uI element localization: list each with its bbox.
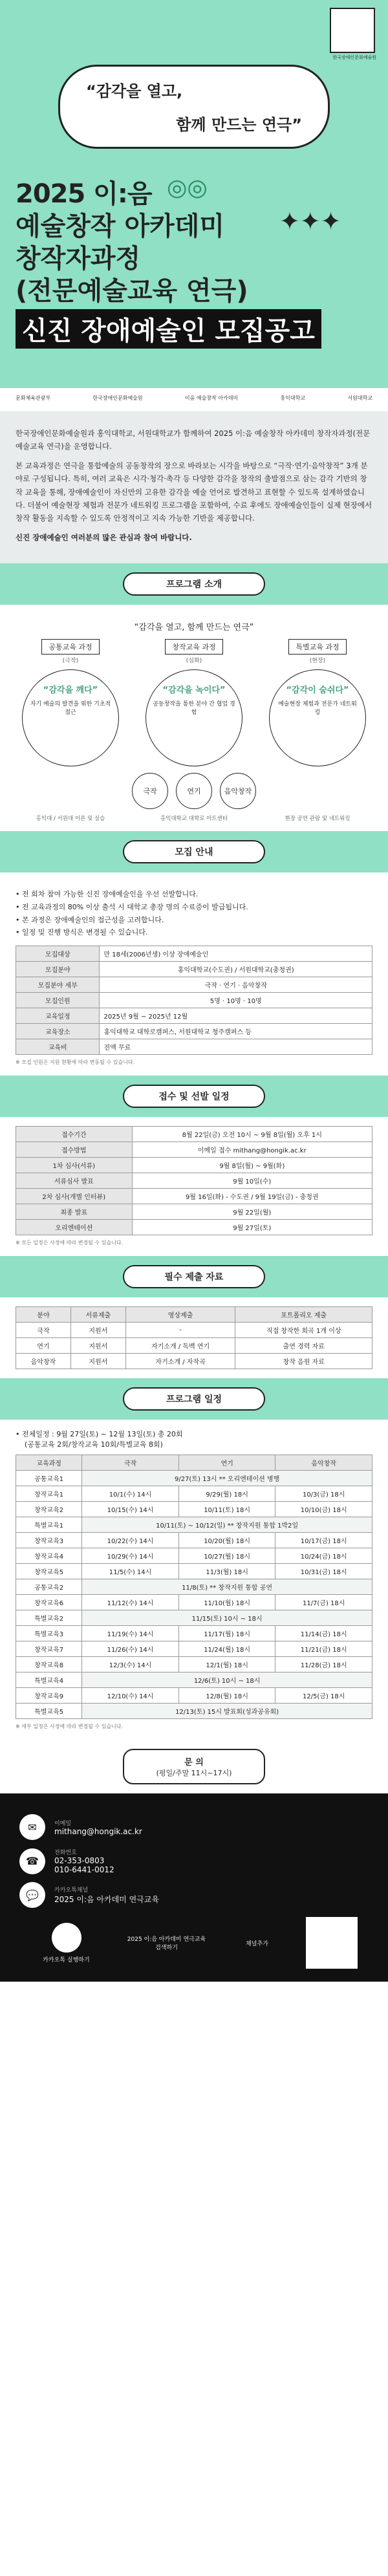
logo-2: 한국장애인문화예술원	[92, 395, 143, 401]
schedule-cell: 12/1(월) 18시	[178, 1657, 275, 1672]
triad-playwriting: 극작	[132, 773, 168, 809]
cell: 극작	[16, 1323, 71, 1338]
row-label: 접수기간	[16, 1127, 133, 1142]
talk-bubble-icon	[52, 1923, 81, 1953]
bubble-line-2: 함께 만드는 연극”	[176, 116, 302, 134]
schedule-cell: 12/3(수) 14시	[82, 1657, 179, 1672]
schedule-course: 창작교육8	[16, 1657, 82, 1672]
schedule-row	[16, 1688, 372, 1704]
row-value: 홍익대학교 대학로캠퍼스, 서원대학교 청주캠퍼스 등	[100, 1024, 372, 1039]
title-line-4: (전문예술교육 연극)	[16, 276, 248, 306]
logo-3: 이음 예술창작 아카데미	[184, 395, 239, 401]
schedule-row	[16, 1533, 372, 1548]
stars-icon: ✦✦✦	[279, 207, 341, 235]
cell: 자기소개 / 자작곡	[125, 1354, 235, 1369]
schedule-cell: 10/31(금) 18시	[275, 1564, 372, 1579]
cell: 연기	[16, 1338, 71, 1354]
schedule-row	[16, 1595, 372, 1610]
schedule-section	[0, 1420, 388, 1740]
hero-section	[0, 0, 388, 388]
row-value: 2025년 9월 ~ 2025년 12월	[100, 1008, 372, 1024]
process-section	[0, 1117, 388, 1256]
card-desc: 자기 예술의 발견을 위한 기초적 접근	[30, 701, 111, 716]
recruit-bullet: • 전 교육과정의 80% 이상 출석 시 대학교 총장 명의 수료증이 발급됩니다.	[16, 902, 248, 911]
program-bottom-3: 현장 공연 관람 및 네트워킹	[285, 816, 350, 822]
row-label: 2차 심사(개별 인터뷰)	[16, 1189, 133, 1204]
card-name: “감각을 깨다”	[43, 686, 98, 695]
qr-caption: 한국장애인문화예술원	[332, 55, 376, 60]
table-row	[16, 1189, 372, 1204]
phone-label: 전화번호	[54, 1850, 77, 1857]
row-label: 모집대상	[16, 946, 100, 962]
schedule-cell: 10/17(금) 18시	[275, 1533, 372, 1548]
schedule-row	[16, 1657, 372, 1672]
schedule-band	[0, 1378, 388, 1420]
phone-icon: ☎	[19, 1848, 45, 1874]
row-value: 9월 16일(화) - 수도권 / 9월 19일(금) - 충청권	[132, 1189, 372, 1204]
intro-p2: 본 교육과정은 연극을 통합예술의 공동창작의 장으로 바라보는 시각을 바탕으로 “극작·연기·음악창작” 3개 분야로 구성됩니다. 특히, 여러 교육은 시각·청각·촉각 등 다양한 감각을 창작의 출발점으로 삼는 감각 기반의 창작 교육을 통해, 장애예술인이 자신만의 고유한 감각을 예술 언어로 발견하고 표현할 수 있도록 설계하였습니다. 더불어 예술현장 체험과 전문가 네트워킹 프로그램을 포함하여, 수료 후에도 장애예술인들이 실제 현장에서 창작 활동을 지속할 수 있도록 안정적이고 지속 가능한 기반을 제공합니다.	[16, 461, 372, 523]
schedule-cell: 11/19(수) 14시	[82, 1626, 179, 1641]
schedule-summary-2: (공통교육 2회/창작교육 10회/특별교육 8회)	[25, 1440, 163, 1449]
card-head: 공통교육 과정	[41, 639, 99, 655]
cell: 지원서	[70, 1338, 125, 1354]
title-line-2: 예술창작 아카데미	[16, 211, 225, 241]
talk-step-3[interactable]: 채널추가	[246, 1940, 268, 1947]
card-circle	[269, 669, 366, 766]
schedule-course: 창작교육3	[16, 1533, 82, 1548]
bubble-line-1: “감각을 열고,	[86, 82, 183, 100]
recruit-band	[0, 831, 388, 872]
table-row	[16, 1204, 372, 1220]
schedule-course: 창작교육6	[16, 1595, 82, 1610]
schedule-row	[16, 1579, 372, 1595]
program-card-1	[16, 639, 125, 766]
triad-music: 음악창작	[220, 773, 256, 809]
talk-icon: 💬	[19, 1882, 45, 1908]
row-value: 9월 27일(토)	[132, 1220, 372, 1235]
cell: 자기소개 / 독백 연기	[125, 1338, 235, 1354]
schedule-row	[16, 1517, 372, 1533]
schedule-row	[16, 1704, 372, 1719]
inquiry-box	[123, 1749, 265, 1784]
contact-phone	[19, 1848, 369, 1874]
col-header: 분야	[16, 1307, 71, 1323]
table-row	[16, 1220, 372, 1235]
table-row	[16, 1039, 372, 1055]
card-name: “감각이 숨쉬다”	[286, 686, 349, 695]
schedule-cell: 11/7(금) 18시	[275, 1595, 372, 1610]
cell: 지원서	[70, 1323, 125, 1338]
recruit-section	[0, 872, 388, 1076]
schedule-row	[16, 1502, 372, 1517]
schedule-cell: 10/22(수) 14시	[82, 1533, 179, 1548]
col-header: 극작	[82, 1455, 179, 1471]
row-value: 9월 8일(월) ~ 9월(화)	[132, 1158, 372, 1173]
schedule-cell: 11/24(월) 18시	[178, 1641, 275, 1657]
intro-section	[0, 411, 388, 563]
row-label: 1차 심사(서류)	[16, 1158, 133, 1173]
table-header-row	[16, 1455, 372, 1471]
schedule-cell: 10/10(금) 18시	[275, 1502, 372, 1517]
table-row	[16, 977, 372, 993]
col-header: 교육과정	[16, 1455, 82, 1471]
row-label: 모집인원	[16, 993, 100, 1008]
col-header: 포트폴리오 제출	[235, 1307, 372, 1323]
schedule-row	[16, 1548, 372, 1564]
schedule-row	[16, 1672, 372, 1688]
row-label: 교육비	[16, 1039, 100, 1055]
col-header: 음악창작	[275, 1455, 372, 1471]
col-header: 연기	[178, 1455, 275, 1471]
schedule-merged-cell: 12/6(토) 10시 ~ 18시	[82, 1672, 372, 1688]
schedule-course: 특별교육2	[16, 1610, 82, 1626]
schedule-course: 창작교육9	[16, 1688, 82, 1704]
speech-bubble	[58, 65, 330, 149]
schedule-cell: 10/11(토) 18시	[178, 1502, 275, 1517]
schedule-cell: 10/20(월) 18시	[178, 1533, 275, 1548]
schedule-cell: 11/12(수) 14시	[82, 1595, 179, 1610]
card-desc: 공동창작을 통한 분야 간 협업 경험	[153, 701, 235, 716]
row-label: 교육일정	[16, 1008, 100, 1024]
intro-p1: 한국장애인문화예술원과 홍익대학교, 서원대학교가 함께하여 2025 이:음 예술창작 아카데미 창작자과정(전문예술교육 연극)을 운영합니다.	[16, 429, 371, 451]
schedule-row	[16, 1626, 372, 1641]
schedule-cell: 10/24(금) 18시	[275, 1548, 372, 1564]
table-row	[16, 1173, 372, 1189]
row-value: 이메일 접수 mithang@hongik.ac.kr	[132, 1142, 372, 1158]
program-bottoms	[16, 814, 372, 822]
row-value: 9월 22일(월)	[132, 1204, 372, 1220]
phone-1[interactable]: 02-353-0803	[54, 1856, 105, 1866]
card-name: “감각을 녹이다”	[162, 686, 226, 695]
schedule-cell: 11/28(금) 18시	[275, 1657, 372, 1672]
table-row	[16, 1354, 372, 1369]
table-row	[16, 1338, 372, 1354]
recruit-table	[16, 946, 372, 1055]
schedule-cell: 11/26(수) 14시	[82, 1641, 179, 1657]
schedule-cell: 12/10(수) 14시	[82, 1688, 179, 1704]
logo-4: 홍익대학교	[280, 395, 306, 401]
program-section	[0, 605, 388, 831]
card-sub: (현장)	[309, 658, 326, 664]
schedule-merged-cell: 12/13(토) 15시 발표회(성과공유회)	[82, 1704, 372, 1719]
title-line-5: 신진 장애예술인 모집공고	[16, 309, 321, 349]
card-desc: 예술현장 체험과 전문가 네트워킹	[278, 701, 357, 716]
inquiry-hours: (평일/주말 11시~17시)	[156, 1769, 232, 1778]
recruit-section-title: 모집 안내	[123, 840, 265, 863]
program-section-title: 프로그램 소개	[123, 572, 265, 596]
program-quote: “감각을 열고, 함께 만드는 연극”	[134, 623, 254, 633]
schedule-merged-cell: 9/27(토) 13시 ** 오리엔테이션 병행	[82, 1471, 372, 1486]
docs-table	[16, 1306, 372, 1369]
schedule-cell: 12/5(금) 18시	[275, 1688, 372, 1704]
schedule-merged-cell: 11/15(토) 10시 ~ 18시	[82, 1610, 372, 1626]
contact-email	[19, 1814, 369, 1840]
card-head: 창작교육 과정	[165, 639, 222, 655]
schedule-row	[16, 1610, 372, 1626]
talk-label: 카카오톡채널	[54, 1887, 89, 1894]
program-card-3	[263, 639, 372, 766]
recruit-bullet: • 일정 및 진행 방식은 변경될 수 있습니다.	[16, 928, 148, 937]
talk-step-label: 카카오톡 실행하기	[43, 1956, 90, 1964]
schedule-course: 창작교육7	[16, 1641, 82, 1657]
row-value: 5명 · 10명 · 10명	[100, 993, 372, 1008]
docs-band	[0, 1256, 388, 1297]
email-value[interactable]: mithang@hongik.ac.kr	[54, 1826, 142, 1836]
cell: -	[125, 1323, 235, 1338]
contact-talk	[19, 1882, 369, 1908]
schedule-cell: 10/27(월) 18시	[178, 1548, 275, 1564]
schedule-cell: 11/17(월) 18시	[178, 1626, 275, 1641]
table-row	[16, 1323, 372, 1338]
card-head: 특별교육 과정	[288, 639, 346, 655]
cell: 창작 음원 자료	[235, 1354, 372, 1369]
table-row	[16, 1158, 372, 1173]
cell: 지원서	[70, 1354, 125, 1369]
row-value: 극작 · 연기 · 음악창작	[100, 977, 372, 993]
schedule-merged-cell: 11/8(토) ** 창작지원 통합 공연	[82, 1579, 372, 1595]
mail-icon: ✉	[19, 1814, 45, 1840]
schedule-note: ※ 세부 일정은 사정에 따라 변경될 수 있습니다.	[16, 1724, 124, 1730]
row-value: 홍익대학교(수도권) / 서원대학교(충청권)	[100, 962, 372, 977]
schedule-summary-1: • 전체일정 : 9월 27일(토) ~ 12월 13일(토) 총 20회	[16, 1430, 183, 1439]
row-label: 모집분야 세부	[16, 977, 100, 993]
row-label: 최종 발표	[16, 1204, 133, 1220]
schedule-row	[16, 1641, 372, 1657]
row-label: 접수방법	[16, 1142, 133, 1158]
table-row	[16, 1008, 372, 1024]
schedule-course: 창작교육5	[16, 1564, 82, 1579]
recruit-bullets	[16, 888, 372, 939]
cell: 직접 창작한 희곡 1개 이상	[235, 1323, 372, 1338]
cell: 출연 경력 자료	[235, 1338, 372, 1354]
recruit-note: ※ 모집 인원은 지원 현황에 따라 변동될 수 있습니다.	[16, 1059, 135, 1066]
logo-5: 서원대학교	[347, 395, 372, 401]
table-row	[16, 993, 372, 1008]
logo-1: 문화체육관광부	[16, 395, 51, 401]
process-note: ※ 모든 일정은 사정에 따라 변경될 수 있습니다.	[16, 1240, 124, 1246]
table-row	[16, 962, 372, 977]
card-circle	[22, 669, 119, 766]
rings-icon: ◎◎	[167, 175, 208, 201]
col-header: 영상제출	[125, 1307, 235, 1323]
schedule-cell: 11/3(월) 18시	[178, 1564, 275, 1579]
cell: 음악창작	[16, 1354, 71, 1369]
schedule-course: 특별교육3	[16, 1626, 82, 1641]
card-circle	[146, 669, 242, 766]
logo-bar	[0, 388, 388, 411]
process-table	[16, 1126, 372, 1235]
title-line-1: 2025 이:음	[16, 179, 152, 209]
program-bottom-2: 홍익대학교 대학로 아트센터	[160, 816, 228, 822]
schedule-cell: 11/5(수) 14시	[82, 1564, 179, 1579]
email-label: 이메일	[54, 1820, 72, 1827]
schedule-course: 공통교육1	[16, 1471, 82, 1486]
triad-acting: 연기	[176, 773, 212, 809]
recruit-bullet: • 전 회차 참여 가능한 신진 장애예술인을 우선 선발합니다.	[16, 890, 199, 898]
schedule-table	[16, 1455, 372, 1719]
schedule-course: 공통교육2	[16, 1579, 82, 1595]
program-card-2	[139, 639, 249, 766]
schedule-course: 특별교육4	[16, 1672, 82, 1688]
schedule-row	[16, 1471, 372, 1486]
qr-code-bottom	[306, 1917, 358, 1969]
schedule-cell: 11/14(금) 18시	[275, 1626, 372, 1641]
schedule-cell: 10/15(수) 14시	[82, 1502, 179, 1517]
card-sub: (극작)	[62, 658, 79, 664]
schedule-cell: 10/1(수) 14시	[82, 1486, 179, 1502]
process-band	[0, 1076, 388, 1117]
schedule-course: 특별교육5	[16, 1704, 82, 1719]
talk-step-2: 2025 이:음 아카데미 연극교육 검색하기	[127, 1936, 206, 1952]
docs-section-title: 필수 제출 자료	[123, 1265, 265, 1288]
schedule-section-title: 프로그램 일정	[123, 1387, 265, 1411]
schedule-cell: 12/8(월) 18시	[178, 1688, 275, 1704]
table-row	[16, 1142, 372, 1158]
schedule-course: 특별교육1	[16, 1517, 82, 1533]
schedule-cell: 10/29(수) 14시	[82, 1548, 179, 1564]
schedule-course: 창작교육2	[16, 1502, 82, 1517]
table-row	[16, 1127, 372, 1142]
row-value: 8월 22일(금) 오전 10시 ~ 9월 8일(월) 오후 1시	[132, 1127, 372, 1142]
row-label: 오리엔테이션	[16, 1220, 133, 1235]
schedule-course: 창작교육4	[16, 1548, 82, 1564]
inquiry-title: 문 의	[184, 1758, 204, 1768]
table-row	[16, 1024, 372, 1039]
program-cards	[16, 639, 372, 766]
row-value: 만 18세(2006년생) 이상 장애예술인	[100, 946, 372, 962]
program-triad	[16, 773, 372, 809]
schedule-cell: 11/10(월) 18시	[178, 1595, 275, 1610]
row-value: 전액 무료	[100, 1039, 372, 1055]
schedule-cell: 10/3(금) 18시	[275, 1486, 372, 1502]
table-header-row	[16, 1307, 372, 1323]
row-label: 모집분야	[16, 962, 100, 977]
card-sub: (심화)	[186, 658, 202, 664]
talk-steps	[19, 1917, 369, 1969]
process-section-title: 접수 및 선발 일정	[123, 1085, 265, 1108]
contact-section	[0, 1793, 388, 1982]
schedule-course: 창작교육1	[16, 1486, 82, 1502]
intro-p3: 신진 장애예술인 여러분의 많은 관심과 참여 바랍니다.	[16, 532, 192, 542]
col-header: 서류제출	[70, 1307, 125, 1323]
program-bottom-1: 홍익대 / 서원대 이론 및 실습	[36, 816, 105, 822]
row-label: 서류심사 발표	[16, 1173, 133, 1189]
docs-section	[0, 1297, 388, 1378]
talk-step-1	[31, 1923, 102, 1964]
qr-code-top	[330, 8, 375, 53]
row-label: 교육장소	[16, 1024, 100, 1039]
row-value: 9월 10일(수)	[132, 1173, 372, 1189]
title-line-3: 창작자과정	[16, 244, 141, 274]
schedule-merged-cell: 10/11(토) ~ 10/12(일) ** 창작지원 통합 1박2일	[82, 1517, 372, 1533]
schedule-row	[16, 1564, 372, 1579]
program-band	[0, 563, 388, 605]
recruit-bullet: • 본 과정은 장애예술인의 접근성을 고려합니다.	[16, 915, 164, 924]
talk-desc: 2025 이:음 아카데미 연극교육	[54, 1895, 159, 1905]
schedule-cell: 11/21(금) 18시	[275, 1641, 372, 1657]
schedule-row	[16, 1486, 372, 1502]
table-row	[16, 946, 372, 962]
schedule-cell: 9/29(월) 18시	[178, 1486, 275, 1502]
phone-2[interactable]: 010-6441-0012	[54, 1865, 114, 1875]
